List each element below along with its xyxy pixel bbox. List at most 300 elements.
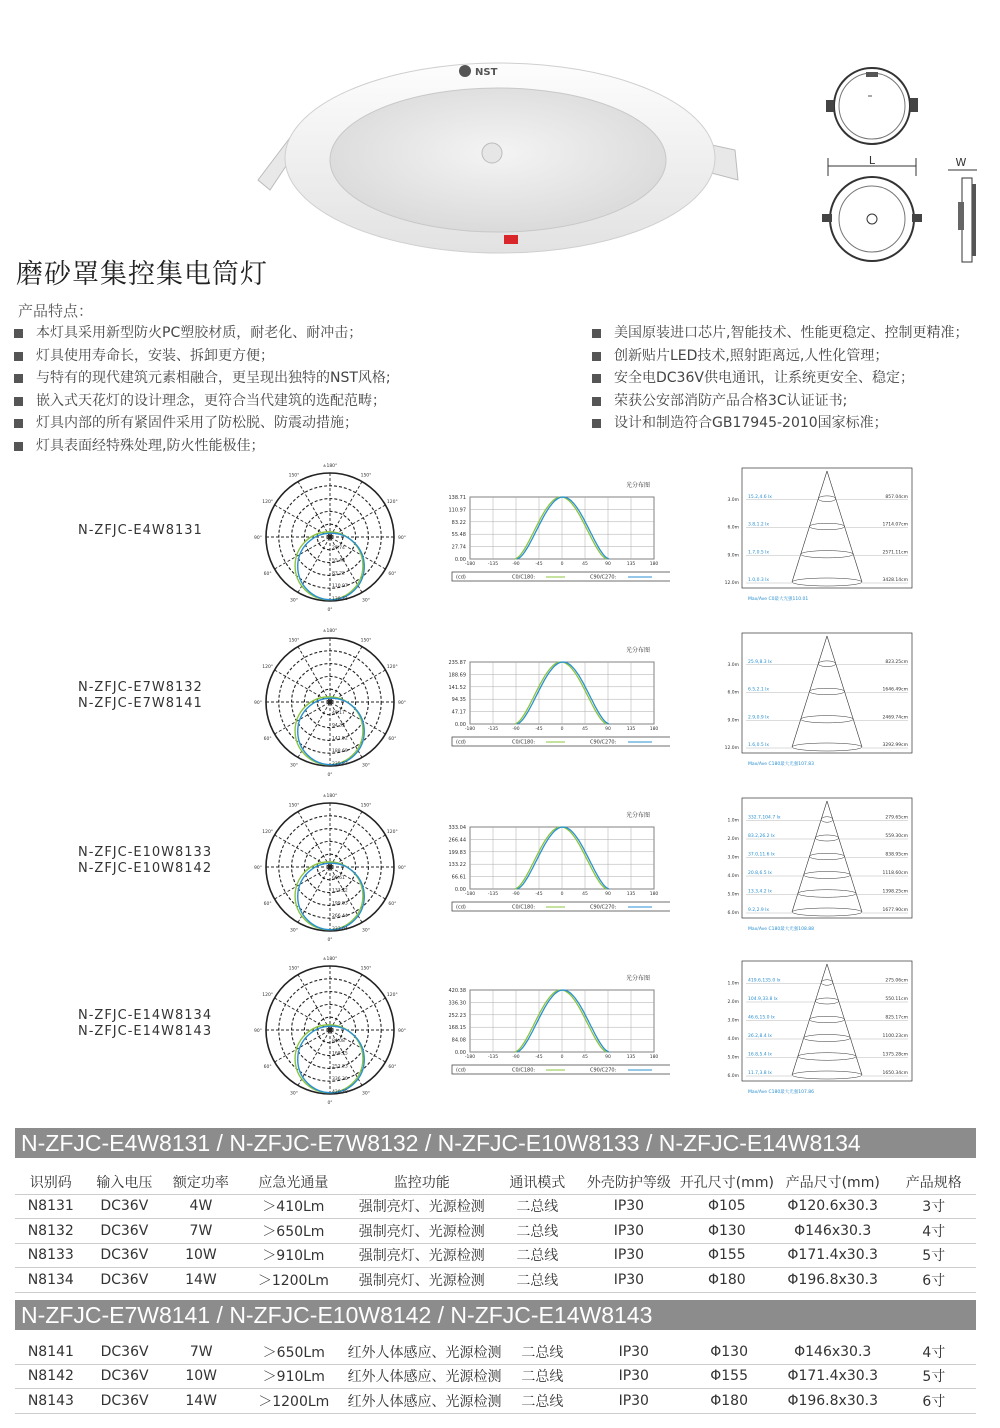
cone-ring [810,853,845,860]
legend-unit: (cd) [456,904,466,911]
polar-angle-label: 60° [263,1065,272,1070]
polar-angle-label: 0° [327,938,333,941]
table-cell: ＞1200Lm [240,1389,348,1414]
distance-label: 5.0m [727,1055,739,1061]
y-tick-label: 84.08 [451,1037,466,1044]
polar-angle-label: 120° [262,993,274,998]
feature-item: 本灯具采用新型防火PC塑胶材质，耐老化、耐冲击； [14,322,391,345]
y-tick-label: 66.61 [451,874,466,881]
x-tick-label: -180 [464,892,476,897]
polar-angle-label: 30° [362,598,370,604]
feature-item: 嵌入式天花灯的设计理念，更符合当代建筑的选配范畴； [14,390,391,413]
x-tick-label: 180 [649,892,659,897]
polar-center [328,535,333,540]
polar-angle-label: 150° [288,638,300,644]
x-tick-label: 90 [605,1055,611,1060]
lux-label: 6.5,2.1 lx [748,687,770,693]
cone-ring [804,1035,851,1042]
light-distribution-chart [440,807,670,947]
table-cell: N8132 [15,1219,87,1244]
polar-angle-label: 60° [263,902,272,907]
table-cell: 红外人体感应、光源检测 [348,1340,502,1364]
polar-angle-label: 90° [398,866,406,871]
table-cell: Φ196.8x30.3 [774,1268,892,1293]
polar-angle-label: 150° [360,473,372,479]
diameter-label: 1646.49cm [882,687,908,693]
diameter-label: 1375.28cm [882,1052,908,1058]
model-name: N-ZFJC-E7W8132 [78,680,203,695]
table-row [15,1194,976,1219]
cone-ring [792,908,862,916]
distance-label: 1.0m [727,818,739,824]
table-cell: DC36V [87,1243,163,1268]
x-tick-label: 180 [649,727,659,732]
polar-angle-label: ±180° [322,464,338,469]
y-tick-label: 0.00 [454,557,466,563]
cone-ring [792,1071,862,1079]
table-cell: N8143 [15,1389,87,1414]
distance-label: 3.0m [727,497,739,503]
table-cell: Φ105 [680,1194,774,1219]
y-tick-label: 141.52 [448,684,466,691]
diameter-label: 1650.34cm [882,1071,908,1076]
cone-footer: Max/Ave C180最大光强107.83 [748,762,814,767]
diameter-label: 279.65cm [885,815,908,821]
lux-label: 83.2,26.2 lx [748,834,775,839]
x-tick-label: -180 [464,562,476,567]
legend-c90: C90/C270: [590,1067,617,1074]
feature-item: 美国原装进口芯片,智能技术、性能更稳定、控制更精准； [592,322,968,345]
legend-c0: C0/C180: [512,1067,536,1074]
x-tick-label: 45 [582,1055,588,1060]
polar-angle-label: 0° [327,1101,333,1104]
table-cell: Φ146x30.3 [774,1340,892,1364]
polar-angle-label: 150° [360,966,372,972]
diameter-label: 1677.90cm [882,908,908,913]
table-cell: 二总线 [497,1243,579,1268]
table-cell: 7W [162,1340,240,1364]
polar-angle-label: 120° [386,500,398,505]
table-cell: N8134 [15,1268,87,1293]
polar-angle-label: 90° [254,866,262,871]
legend-c0: C0/C180: [512,739,536,746]
model-name: N-ZFJC-E10W8142 [78,861,213,876]
lux-label: 20.8,6.5 lx [748,871,772,876]
polar-diagram [250,791,410,941]
polar-angle-label: 60° [263,572,272,577]
table-cell: 强制亮灯、光源检测 [347,1194,497,1219]
lux-label: 2.9,0.9 lx [748,715,770,721]
table-cell: N8133 [15,1243,87,1268]
distance-label: 2.0m [727,1000,739,1005]
cone-ring [815,835,838,841]
polar-center [328,700,333,705]
polar-value-label: 138.71 [332,597,348,602]
legend-c0: C0/C180: [512,574,536,581]
y-tick-label: 420.38 [448,988,466,994]
polar-angle-label: 60° [388,902,397,907]
feature-item: 与特有的现代建筑元素相融合，更呈现出独特的NST风格; [14,367,391,390]
x-tick-label: 135 [626,892,636,897]
cone-ring [821,980,833,986]
polar-angle-label: 150° [288,473,300,479]
table-header-row [15,1170,976,1194]
table-row [15,1364,976,1389]
polar-value-label: 235.87 [332,762,348,767]
polar-diagram [250,626,410,776]
y-tick-label: 0.00 [454,887,466,893]
table-cell: DC36V [87,1389,163,1414]
product-photo [240,30,750,260]
diameter-label: 838.95cm [885,852,908,858]
table-cell: ＞650Lm [240,1340,348,1364]
column-header: 输入电压 [87,1170,163,1194]
column-header: 外壳防护等级 [578,1170,680,1194]
x-tick-label: -90 [512,892,520,897]
table-cell: Φ146x30.3 [774,1219,892,1244]
lux-label: 16.8,5.4 lx [748,1052,772,1058]
table-cell: 5寸 [891,1243,976,1268]
chart-title: 光分布图 [625,647,650,654]
x-tick-label: 45 [582,562,588,567]
polar-value-label: 333.04 [332,927,348,932]
model-name: N-ZFJC-E4W8131 [78,523,203,538]
table-row [15,1389,976,1414]
lux-label: 1.7,0.5 lx [748,550,770,556]
x-tick-label: 0 [560,892,564,897]
legend-unit: (cd) [456,574,466,581]
polar-value-label: 110.97 [332,584,348,590]
distance-label: 6.0m [727,1074,739,1079]
feature-item: 灯具使用寿命长，安装、拆卸更方便； [14,345,391,368]
feature-item: 灯具内部的所有紧固件采用了防松脱、防震动措施； [14,412,391,435]
polar-value-label: 168.15 [332,1051,348,1057]
table-cell: IP30 [578,1219,680,1244]
lux-label: 332.7,104.7 lx [748,815,781,821]
table-cell: IP30 [578,1194,680,1219]
distance-label: 12.0m [724,581,739,586]
distance-label: 9.0m [727,718,739,724]
legend-c90: C90/C270: [590,904,617,911]
distance-label: 9.0m [727,553,739,559]
polar-angle-label: ±180° [322,794,338,799]
x-tick-label: 0 [560,562,564,567]
y-tick-label: 133.22 [448,862,466,869]
table-cell: 二总线 [497,1194,579,1219]
y-tick-label: 188.69 [448,672,466,679]
table-cell: DC36V [87,1364,163,1389]
polar-angle-label: ±180° [322,957,338,962]
x-tick-label: -45 [535,727,543,732]
y-tick-label: 55.48 [451,532,466,539]
diameter-label: 1398.25cm [882,889,908,895]
y-tick-label: 0.00 [454,1050,466,1056]
x-tick-label: -90 [512,1055,520,1060]
cone-ring [818,661,836,667]
lux-label: 1.0,0.3 lx [748,578,770,583]
cone-ring [798,890,856,898]
polar-angle-label: 60° [388,1065,397,1070]
table-cell: 4W [162,1194,240,1219]
model-name: N-ZFJC-E14W8143 [78,1024,213,1039]
diameter-label: 3428.14cm [882,578,908,583]
polar-angle-label: 30° [290,1091,298,1097]
diameter-label: 3292.99cm [882,743,908,748]
x-tick-label: 90 [605,727,611,732]
page-title: 磨砂罩集控集电筒灯 [16,259,268,290]
polar-angle-label: 90° [398,536,406,541]
illuminance-cone-diagram [720,794,920,944]
diameter-label: 2469.74cm [882,715,908,721]
cone-ring [821,817,833,823]
diameter-label: 1714.07cm [882,522,908,528]
polar-angle-label: 30° [290,928,298,934]
distance-label: 12.0m [724,746,739,751]
cone-footer: Max/Ave C180最大光强107.86 [748,1090,814,1095]
table-cell: IP30 [583,1340,684,1364]
y-tick-label: 94.35 [451,697,466,704]
table-cell: 14W [162,1389,240,1414]
distance-label: 1.0m [727,981,739,987]
model-group-bar-1: N-ZFJC-E4W8131 / N-ZFJC-E7W8132 / N-ZFJC-E10W8133 / N-ZFJC-E14W8134 [15,1128,976,1158]
table-cell: Φ130 [684,1340,773,1364]
svg-text:L: L [868,154,876,167]
table-cell: 5寸 [892,1364,976,1389]
x-tick-label: 180 [649,562,659,567]
y-tick-label: 235.87 [448,660,466,666]
polar-value-label: 141.52 [332,736,348,742]
column-header: 应急光通量 [240,1170,347,1194]
x-tick-label: -180 [464,1055,476,1060]
column-header: 额定功率 [162,1170,240,1194]
curve-c90 [517,990,609,1052]
x-tick-label: -135 [487,562,499,567]
model-label [78,1008,212,1040]
table-cell: Φ196.8x30.3 [774,1389,892,1414]
table-cell: 二总线 [502,1340,584,1364]
feature-item: 创新贴片LED技术,照射距离远,人性化管理； [592,345,968,368]
table-row [15,1268,976,1293]
brand-logo: NST [475,67,498,78]
table-row [15,1243,976,1268]
cone-ring [810,523,845,530]
polar-angle-label: 120° [262,830,274,835]
table-cell: ＞410Lm [240,1194,347,1219]
diameter-label: 857.04cm [885,494,908,500]
distance-label: 3.0m [727,662,739,668]
polar-angle-label: ±180° [322,629,338,634]
x-tick-label: 180 [649,1055,659,1060]
table-cell: 3寸 [891,1194,976,1219]
svg-text:W: W [955,156,967,169]
polar-value-label: 84.08 [332,1038,345,1044]
polar-value-label: 266.44 [332,914,348,920]
polar-angle-label: 30° [362,763,370,769]
y-tick-label: 47.17 [451,709,466,716]
lux-label: 15.2,4.6 lx [748,494,772,500]
table-cell: Φ155 [680,1243,774,1268]
y-tick-label: 333.04 [448,825,466,831]
table-cell: 6寸 [891,1268,976,1293]
x-tick-label: -90 [512,727,520,732]
table-cell: DC36V [87,1194,163,1219]
cone-footer: Max/Ave C180最大光强108.88 [748,927,814,932]
table-cell: 4寸 [891,1219,976,1244]
polar-value-label: 27.74 [332,545,345,551]
model-group-bar-2: N-ZFJC-E7W8141 / N-ZFJC-E10W8142 / N-ZFJC-E14W8143 [15,1300,976,1330]
lux-label: 46.6,15.0 lx [748,1015,775,1021]
table-cell: N8131 [15,1194,87,1219]
table-cell: N8142 [15,1364,87,1389]
polar-center [328,1028,333,1033]
cone-ring [810,1016,845,1023]
diameter-label: 275.06cm [885,978,908,984]
table-cell: 强制亮灯、光源检测 [347,1219,497,1244]
model-label [78,845,212,877]
column-header: 监控功能 [347,1170,497,1194]
polar-value-label: 188.69 [332,749,348,755]
table-cell: Φ171.4x30.3 [774,1364,892,1389]
polar-angle-label: 30° [290,763,298,769]
table-cell: IP30 [578,1268,680,1293]
illuminance-cone-diagram [720,464,920,614]
lux-label: 37.0,11.6 lx [748,852,775,858]
distance-label: 2.0m [727,837,739,842]
diameter-label: 1118.60cm [882,871,908,876]
table-cell: ＞910Lm [240,1364,348,1389]
table-cell: 10W [162,1243,240,1268]
cone-ring [810,688,845,695]
cone-ring [818,496,836,502]
polar-curve-c90 [298,698,365,765]
polar-angle-label: 30° [362,928,370,934]
polar-angle-label: 90° [254,701,262,706]
polar-angle-label: 150° [360,638,372,644]
polar-value-label: 420.38 [332,1090,348,1095]
cone-ring [815,998,838,1004]
table-cell: 二总线 [502,1389,584,1414]
polar-curve-c90 [298,863,365,930]
polar-diagram [250,461,410,611]
x-tick-label: 135 [626,1055,636,1060]
polar-angle-label: 120° [262,665,274,670]
lux-label: 13.3,4.2 lx [748,889,772,895]
curve-c0 [515,662,607,724]
legend-c90: C90/C270: [590,739,617,746]
table-cell: N8141 [15,1340,87,1364]
table-cell: Φ120.6x30.3 [774,1194,892,1219]
light-distribution-chart [440,970,670,1110]
cone-ring [792,578,862,586]
diameter-label: 1100.23cm [882,1034,908,1039]
table-cell: DC36V [87,1340,163,1364]
table-cell: Φ171.4x30.3 [774,1243,892,1268]
model-name: N-ZFJC-E14W8134 [78,1008,213,1023]
table-cell: 红外人体感应、光源检测 [348,1389,502,1414]
polar-angle-label: 0° [327,608,333,611]
table-cell: 强制亮灯、光源检测 [347,1268,497,1293]
polar-value-label: 133.22 [332,888,348,894]
light-distribution-chart [440,642,670,782]
table-cell: 4寸 [892,1340,976,1364]
distance-label: 4.0m [727,1037,739,1042]
legend-unit: (cd) [456,739,466,746]
polar-angle-label: 120° [386,993,398,998]
table-cell: ＞910Lm [240,1243,347,1268]
table-cell: 14W [162,1268,240,1293]
column-header: 开孔尺寸(mm) [680,1170,774,1194]
polar-center [328,865,333,870]
lux-label: 1.6,0.5 lx [748,743,770,748]
features-heading: 产品特点： [18,302,94,320]
table-cell: Φ130 [680,1219,774,1244]
polar-angle-label: 90° [398,1029,406,1034]
polar-angle-label: 150° [288,803,300,809]
model-name: N-ZFJC-E10W8133 [78,845,213,860]
y-tick-label: 83.22 [451,519,466,526]
feature-item: 安全电DC36V供电通讯，让系统更安全、稳定； [592,367,968,390]
polar-angle-label: 90° [254,1029,262,1034]
polar-value-label: 199.83 [332,901,348,907]
y-tick-label: 199.83 [448,849,466,856]
polar-angle-label: 30° [362,1091,370,1097]
lux-label: 9.2,2.9 lx [748,908,770,913]
table-cell: ＞650Lm [240,1219,347,1244]
table-cell: 红外人体感应、光源检测 [348,1364,502,1389]
table-cell: 10W [162,1364,240,1389]
polar-angle-label: 120° [262,500,274,505]
table-cell: Φ155 [684,1364,773,1389]
polar-value-label: 83.22 [332,571,345,577]
lux-label: 419.6,135.0 lx [748,978,781,984]
feature-item: 设计和制造符合GB17945-2010国家标准； [592,412,968,435]
table-cell: 二总线 [497,1268,579,1293]
x-tick-label: -135 [487,727,499,732]
x-tick-label: 135 [626,727,636,732]
polar-angle-label: 90° [398,701,406,706]
model-label [78,680,203,712]
table-cell: Φ180 [680,1268,774,1293]
x-tick-label: 90 [605,892,611,897]
legend-c90: C90/C270: [590,574,617,581]
y-tick-label: 0.00 [454,722,466,728]
dimension-drawing [822,62,994,272]
y-tick-label: 110.97 [448,507,466,514]
x-tick-label: 0 [560,727,564,732]
y-tick-label: 266.44 [448,837,466,844]
x-tick-label: 0 [560,1055,564,1060]
column-header: 识别码 [15,1170,87,1194]
distance-label: 6.0m [727,525,739,531]
legend-c0: C0/C180: [512,904,536,911]
light-distribution-chart [440,477,670,617]
lux-label: 11.7,3.8 lx [748,1071,772,1076]
y-tick-label: 168.15 [448,1025,466,1032]
curve-c90 [517,827,609,889]
cone-ring [804,872,851,879]
polar-value-label: 252.23 [332,1064,348,1070]
curve-c90 [517,497,609,559]
feature-item: 灯具表面经特殊处理,防火性能极佳； [14,435,391,458]
polar-curve-c90 [298,533,365,600]
features-left-list [14,322,391,457]
polar-value-label: 47.17 [332,710,345,716]
distance-label: 5.0m [727,892,739,898]
polar-angle-label: 0° [327,773,333,776]
table-cell: IP30 [583,1389,684,1414]
y-tick-label: 27.74 [451,544,466,551]
model-label [78,523,203,539]
